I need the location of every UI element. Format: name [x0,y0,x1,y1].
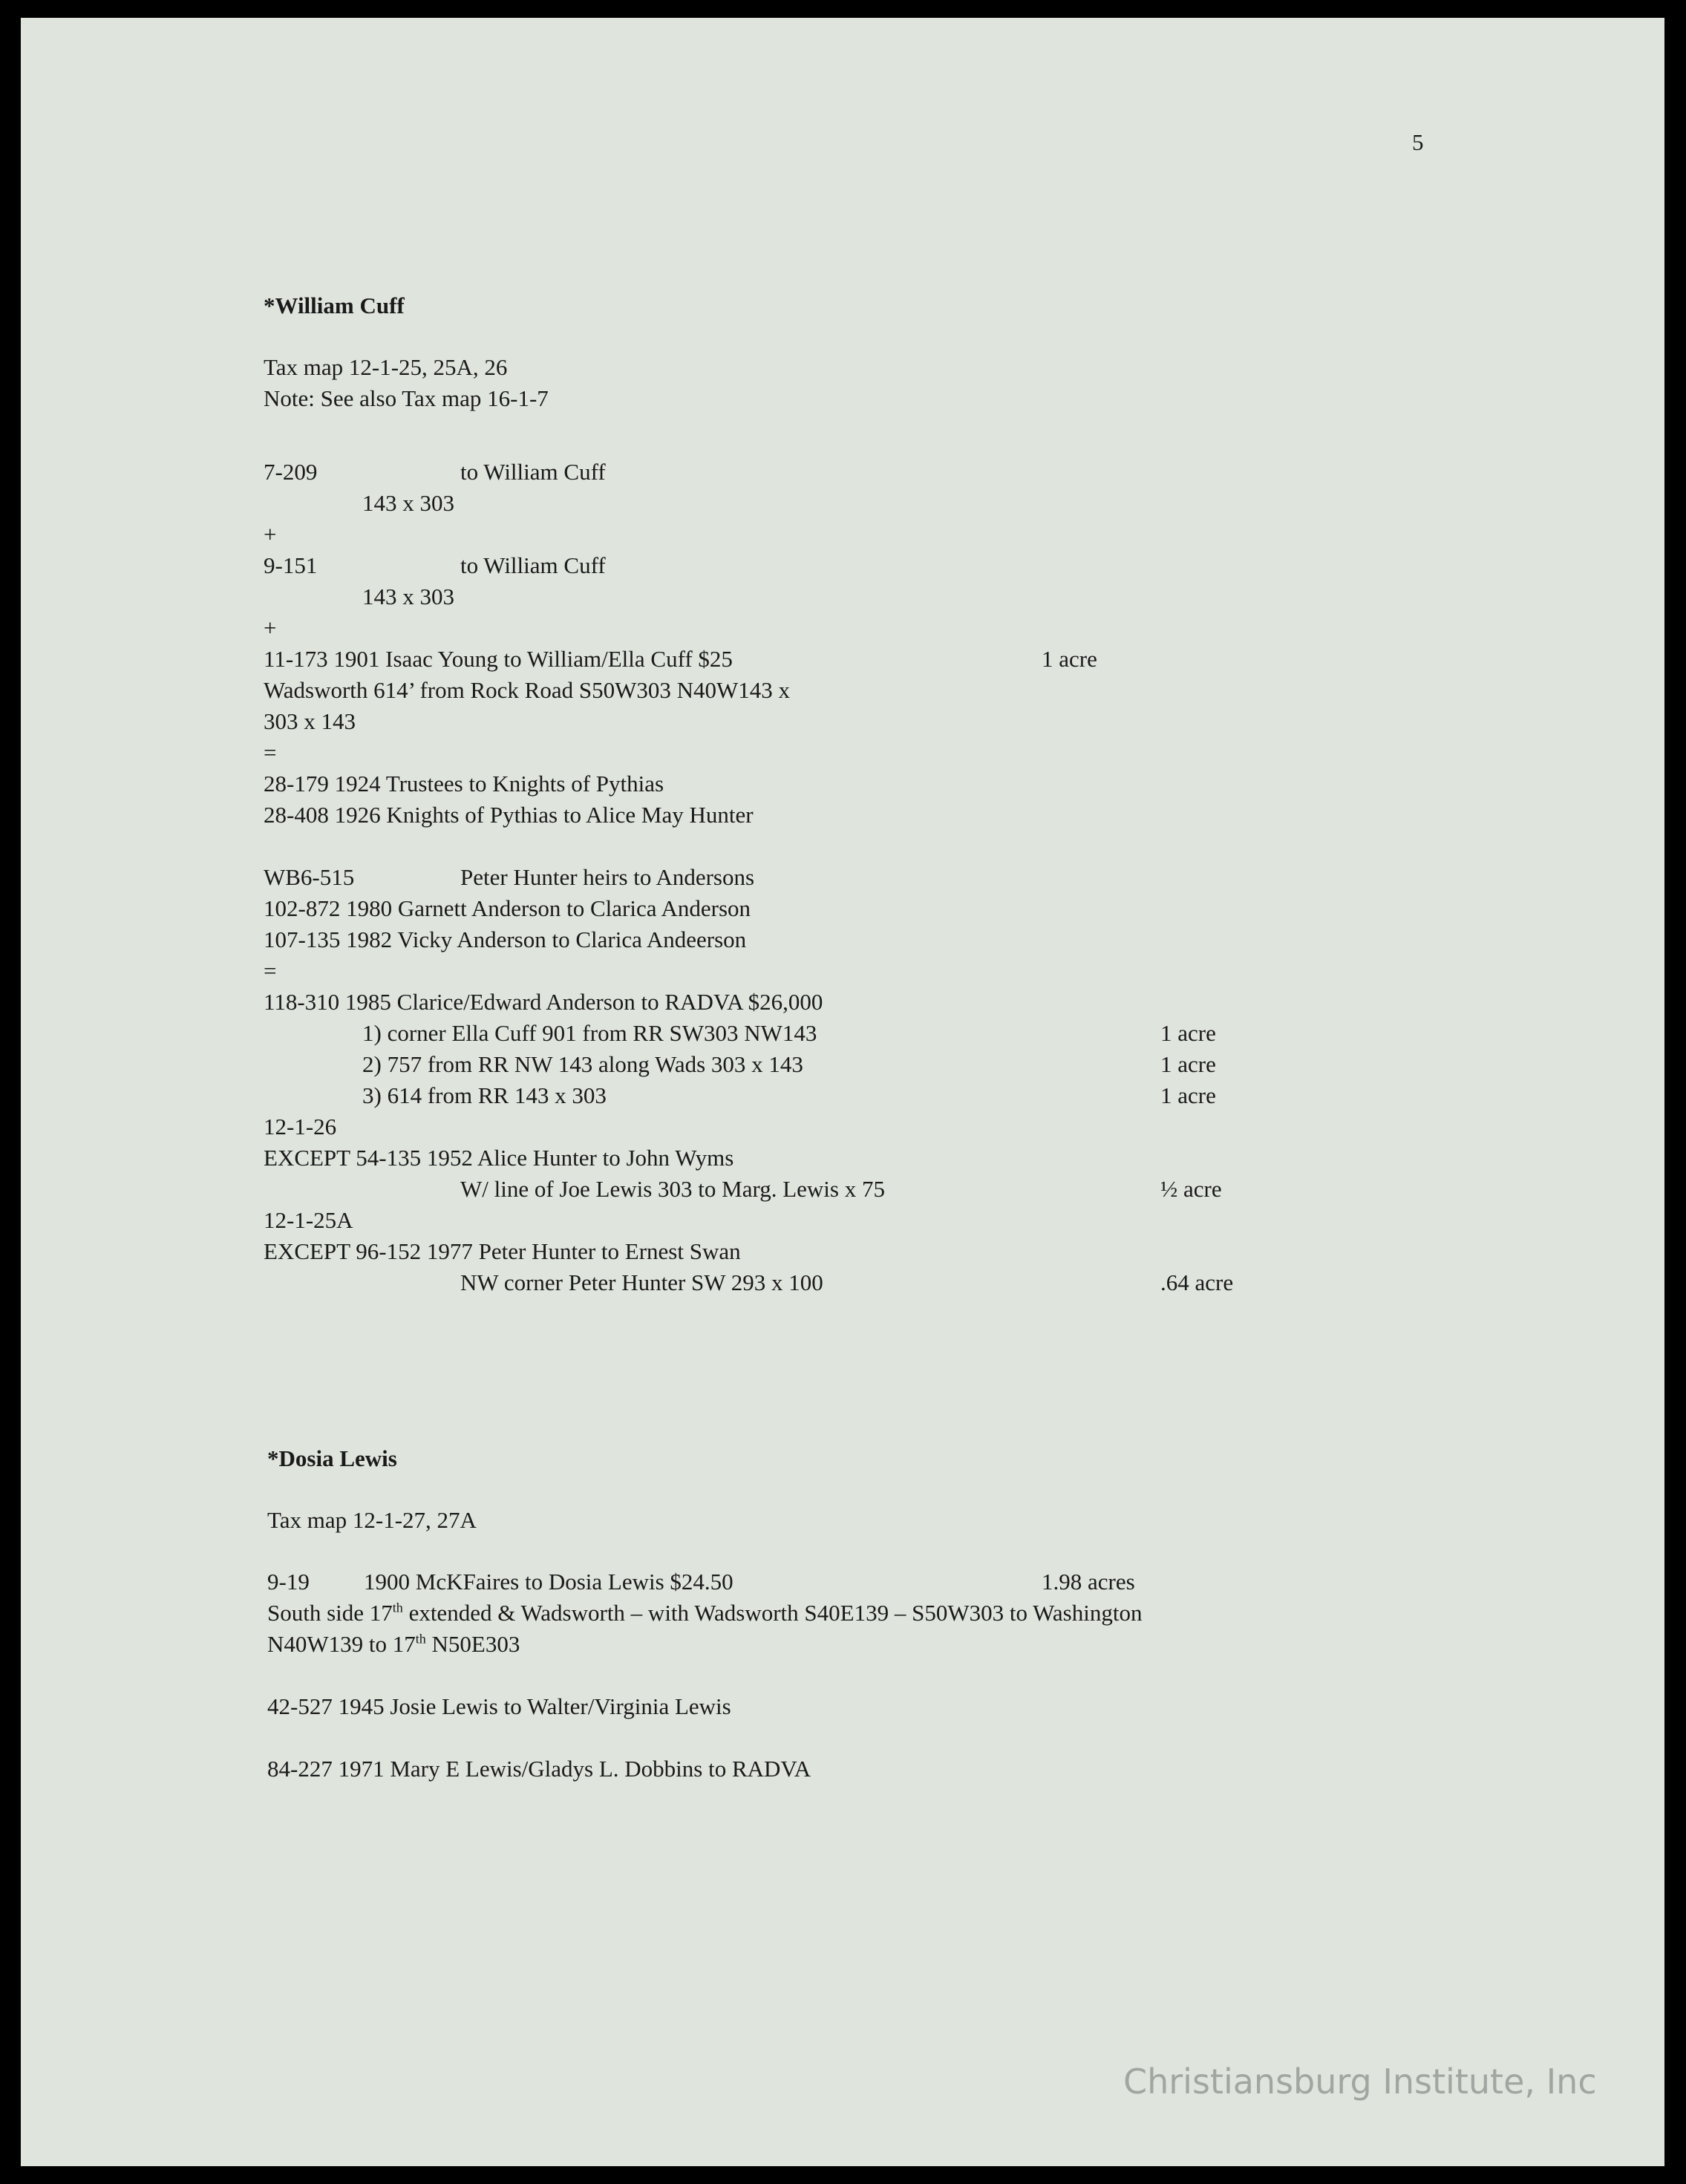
deed-description: N40W139 to 17th N50E303 [267,1631,520,1657]
deed-entry: 1900 McKFaires to Dosia Lewis $24.50 [364,1569,733,1595]
deed-line-text: + [264,615,277,641]
page-number: 5 [1412,129,1424,155]
deed-line-text: Wadsworth 614’ from Rock Road S50W303 N40W143 x [264,677,790,703]
deed-line-text: 102-872 1980 Garnett Anderson to Clarica Anderson [264,895,751,921]
deed-line-text: 12-1-25A [264,1207,353,1233]
deed-line-text: + [264,521,277,547]
deed-line-text: W/ line of Joe Lewis 303 to Marg. Lewis x 75 [460,1176,885,1202]
deed-line-text: 28-408 1926 Knights of Pythias to Alice May Hunter [264,802,754,828]
acreage: 1 acre [1160,1051,1216,1077]
deed-line-text: to William Cuff [460,552,606,578]
deed-line-text: = [264,739,277,765]
deed-line-text: 9-151 [264,552,318,578]
deed-line-text: 118-310 1985 Clarice/Edward Anderson to RADVA $26,000 [264,989,823,1015]
deed-entry: 42-527 1945 Josie Lewis to Walter/Virginia Lewis [267,1693,731,1719]
deed-line-text: 143 x 303 [362,490,454,516]
deed-line-text: 28-179 1924 Trustees to Knights of Pythias [264,771,664,797]
deed-line-text: WB6-515 [264,864,355,890]
acreage: 1 acre [1160,1020,1216,1046]
section-heading-cuff: *William Cuff [264,292,405,318]
acreage: .64 acre [1160,1269,1234,1295]
acreage: 1 acre [1160,1082,1216,1108]
deed-line-text: 11-173 1901 Isaac Young to William/Ella Cuff $25 [264,646,733,672]
deed-line-text: EXCEPT 54-135 1952 Alice Hunter to John Wyms [264,1145,734,1171]
deed-line-text: 107-135 1982 Vicky Anderson to Clarica Andeerson [264,926,747,952]
acreage: 1 acre [1042,646,1097,672]
deed-line-text: 143 x 303 [362,583,454,609]
deed-line-text: EXCEPT 96-152 1977 Peter Hunter to Ernest Swan [264,1238,741,1264]
section-heading-lewis: *Dosia Lewis [267,1445,397,1471]
deed-line-text: 1) corner Ella Cuff 901 from RR SW303 NW143 [362,1020,817,1046]
deed-line-text: to William Cuff [460,459,606,485]
deed-entry: 84-227 1971 Mary E Lewis/Gladys L. Dobbins to RADVA [267,1756,811,1782]
note-line: Note: See also Tax map 16-1-7 [264,385,549,411]
document-page [21,18,1664,2166]
watermark-text: Christiansburg Institute, Inc [1123,2062,1597,2102]
tax-map-line: Tax map 12-1-25, 25A, 26 [264,354,508,380]
acreage: 1.98 acres [1042,1569,1135,1595]
deed-line-text: 7-209 [264,459,318,485]
deed-ref: 9-19 [267,1569,310,1595]
deed-line-text: 12-1-26 [264,1114,337,1140]
acreage: ½ acre [1160,1176,1222,1202]
deed-line-text: 2) 757 from RR NW 143 along Wads 303 x 143 [362,1051,803,1077]
deed-line-text: 3) 614 from RR 143 x 303 [362,1082,607,1108]
deed-description: South side 17th extended & Wadsworth – with Wadsworth S40E139 – S50W303 to Washington [267,1600,1143,1626]
deed-line-text: Peter Hunter heirs to Andersons [460,864,755,890]
deed-line-text: 303 x 143 [264,708,356,734]
deed-line-text: = [264,958,277,984]
deed-line-text: NW corner Peter Hunter SW 293 x 100 [460,1269,823,1295]
tax-map-line: Tax map 12-1-27, 27A [267,1507,477,1533]
